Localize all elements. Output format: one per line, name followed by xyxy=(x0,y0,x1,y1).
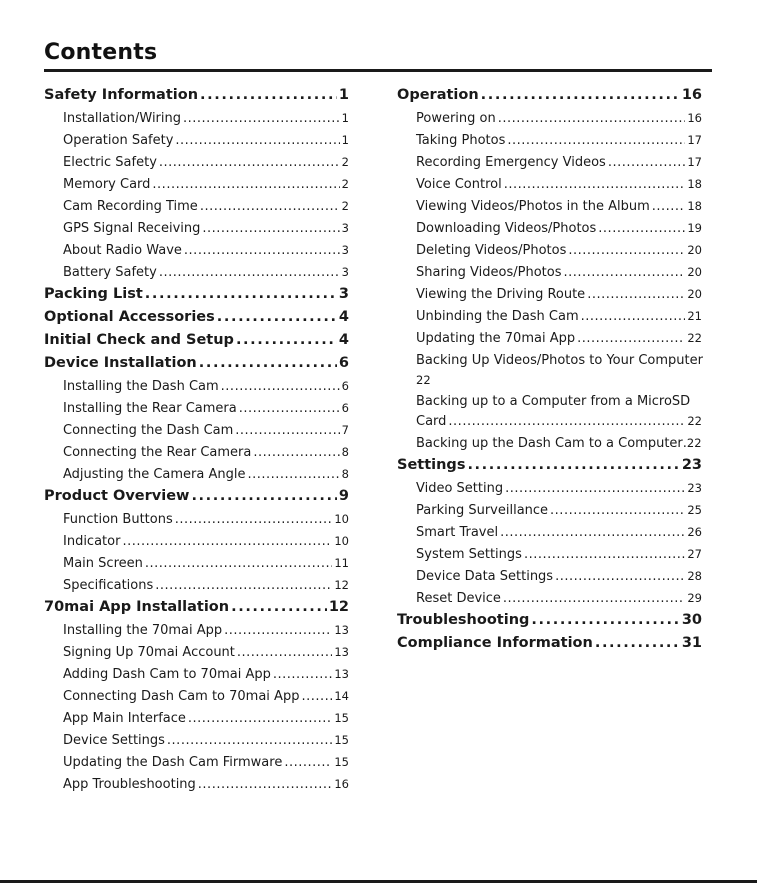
toc-entry-label: Installing the Rear Camera xyxy=(63,401,237,416)
toc-entry-label: Memory Card xyxy=(63,177,151,192)
toc-entry-viewing-videos-photos-in-the-album[interactable] xyxy=(397,195,702,217)
toc-left-column xyxy=(44,84,349,795)
page-title: Contents xyxy=(44,40,158,65)
toc-entry-label: Viewing the Driving Route xyxy=(416,287,586,302)
toc-entry-backing-up-the-dash-cam-to-a-computer[interactable] xyxy=(397,432,702,454)
toc-entry-label: Main Screen xyxy=(63,556,143,571)
toc-page-number: 3 xyxy=(341,265,349,279)
dot-leader xyxy=(652,196,686,218)
dot-leader xyxy=(231,596,327,619)
toc-entry-label: Installation/Wiring xyxy=(63,111,182,126)
dot-leader xyxy=(284,752,332,774)
toc-entry-label: Connecting the Dash Cam xyxy=(63,423,234,438)
toc-page-number: 19 xyxy=(687,221,702,235)
toc-entry-adding-dash-cam-to-70mai-app[interactable] xyxy=(44,663,349,685)
dot-leader xyxy=(200,196,340,218)
toc-entry-installing-the-dash-cam[interactable] xyxy=(44,375,349,397)
dot-leader xyxy=(239,398,340,420)
dot-leader xyxy=(467,454,679,477)
dot-leader xyxy=(235,420,339,442)
toc-section-device-installation[interactable] xyxy=(44,352,349,375)
dot-leader xyxy=(122,531,332,553)
toc-entry-label: Connecting the Rear Camera xyxy=(63,445,252,460)
toc-page-number: 2 xyxy=(341,177,349,191)
toc-entry-app-troubleshooting[interactable] xyxy=(44,773,349,795)
toc-entry-label: Backing up the Dash Cam to a Computer xyxy=(416,436,683,451)
toc-section-optional-accessories[interactable] xyxy=(44,306,349,329)
toc-entry-label: Adding Dash Cam to 70mai App xyxy=(63,667,271,682)
toc-page-number: 9 xyxy=(338,488,349,504)
toc-page-number: 23 xyxy=(687,481,702,495)
toc-entry-connecting-dash-cam-to-70mai-app[interactable] xyxy=(44,685,349,707)
toc-page-number: 22 xyxy=(687,414,702,428)
toc-entry-unbinding-the-dash-cam[interactable] xyxy=(397,305,702,327)
toc-entry-function-buttons[interactable] xyxy=(44,508,349,530)
toc-page-number: 26 xyxy=(687,525,702,539)
toc-entry-label: Function Buttons xyxy=(63,512,173,527)
toc-entry-device-data-settings[interactable] xyxy=(397,565,702,587)
toc-entry-gps-signal-receiving[interactable] xyxy=(44,217,349,239)
toc-entry-label: Updating the Dash Cam Firmware xyxy=(63,755,283,770)
toc-page-number: 30 xyxy=(681,612,702,628)
toc-page-number: 2 xyxy=(341,155,349,169)
toc-entry-specifications[interactable] xyxy=(44,574,349,596)
title-underline xyxy=(44,69,712,72)
toc-section-troubleshooting[interactable] xyxy=(397,609,702,632)
toc-entry-indicator[interactable] xyxy=(44,530,349,552)
toc-page-number: 6 xyxy=(341,401,349,415)
dot-leader xyxy=(224,620,332,642)
toc-page-number: 20 xyxy=(687,243,702,257)
toc-entry-label: Taking Photos xyxy=(416,133,506,148)
toc-page-number: 3 xyxy=(341,243,349,257)
toc-entry-label: Electric Safety xyxy=(63,155,157,170)
toc-entry-label: Installing the Dash Cam xyxy=(63,379,219,394)
toc-entry-powering-on[interactable] xyxy=(397,107,702,129)
toc-entry-label: Deleting Videos/Photos xyxy=(416,243,567,258)
toc-section-safety-information[interactable] xyxy=(44,84,349,107)
dot-leader xyxy=(183,108,340,130)
toc-page-number: 16 xyxy=(681,87,702,103)
toc-entry-label: Backing Up Videos/Photos to Your Computer xyxy=(416,353,703,368)
toc-entry-label: GPS Signal Receiving xyxy=(63,221,201,236)
toc-entry-label: App Main Interface xyxy=(63,711,186,726)
dot-leader xyxy=(448,412,685,432)
toc-section-label: Operation xyxy=(397,87,479,103)
toc-entry-label: Signing Up 70mai Account xyxy=(63,645,235,660)
toc-section-initial-check-and-setup[interactable] xyxy=(44,329,349,352)
toc-entry-label: Updating the 70mai App xyxy=(416,331,576,346)
toc-entry-label: Specifications xyxy=(63,578,154,593)
toc-page-number: 23 xyxy=(681,457,702,473)
toc-entry-label: Downloading Videos/Photos xyxy=(416,221,597,236)
dot-leader xyxy=(504,174,686,196)
dot-leader xyxy=(236,329,337,352)
dot-leader xyxy=(175,509,333,531)
dot-leader xyxy=(175,130,339,152)
toc-entry-adjusting-the-camera-angle[interactable] xyxy=(44,463,349,485)
toc-page-number: 20 xyxy=(687,287,702,301)
toc-entry-reset-device[interactable] xyxy=(397,587,702,609)
dot-leader xyxy=(531,609,679,632)
toc-entry-downloading-videos-photos[interactable] xyxy=(397,217,702,239)
dot-leader xyxy=(198,774,333,796)
toc-entry-battery-safety[interactable] xyxy=(44,261,349,283)
toc-page-number: 16 xyxy=(687,111,702,125)
toc-section-label: Packing List xyxy=(44,286,143,302)
toc-page-number: 22 xyxy=(686,436,702,450)
toc-section-product-overview[interactable] xyxy=(44,485,349,508)
toc-page-number: 6 xyxy=(341,379,349,393)
dot-leader xyxy=(598,218,685,240)
toc-entry-backing-up-videos-photos-to-your-computer[interactable] xyxy=(397,352,702,390)
dot-leader xyxy=(555,566,685,588)
toc-section-label: Device Installation xyxy=(44,355,197,371)
toc-section-70mai-app-installation[interactable] xyxy=(44,596,349,619)
toc-page-number: 10 xyxy=(334,512,349,526)
toc-page-number: 2 xyxy=(341,199,349,213)
toc-entry-label: Reset Device xyxy=(416,591,501,606)
dot-leader xyxy=(184,240,340,262)
toc-page-number: 22 xyxy=(416,373,431,387)
toc-entry-operation-safety[interactable] xyxy=(44,129,349,151)
dot-leader xyxy=(167,730,332,752)
dot-leader xyxy=(221,376,340,398)
dot-leader xyxy=(481,84,680,107)
dot-leader xyxy=(145,283,337,306)
dot-leader xyxy=(507,130,685,152)
dot-leader xyxy=(500,522,685,544)
toc-page-number: 1 xyxy=(341,133,349,147)
toc-section-label: Initial Check and Setup xyxy=(44,332,234,348)
toc-entry-memory-card[interactable] xyxy=(44,173,349,195)
toc-section-label: Settings xyxy=(397,457,466,473)
dot-leader xyxy=(608,152,686,174)
toc-entry-label: Viewing Videos/Photos in the Album xyxy=(416,199,650,214)
dot-leader xyxy=(563,262,685,284)
dot-leader xyxy=(159,152,340,174)
toc-entry-label: Indicator xyxy=(63,534,121,549)
dot-leader xyxy=(505,478,685,500)
toc-entry-sharing-videos-photos[interactable] xyxy=(397,261,702,283)
toc-section-label: Safety Information xyxy=(44,87,199,103)
dot-leader xyxy=(200,84,337,107)
toc-entry-label: App Troubleshooting xyxy=(63,777,196,792)
toc-entry-signing-up-70mai-account[interactable] xyxy=(44,641,349,663)
toc-section-compliance-information[interactable] xyxy=(397,632,702,655)
toc-right-column xyxy=(397,84,702,655)
toc-entry-label: Powering on xyxy=(416,111,496,126)
toc-entry-label: Device Data Settings xyxy=(416,569,554,584)
toc-entry-installing-the-70mai-app[interactable] xyxy=(44,619,349,641)
dot-leader xyxy=(217,306,337,329)
toc-section-label: Compliance Information xyxy=(397,635,593,651)
dot-leader xyxy=(577,328,685,350)
toc-page-number: 1 xyxy=(338,87,349,103)
toc-entry-label: Voice Control xyxy=(416,177,502,192)
toc-page-number: 28 xyxy=(687,569,702,583)
toc-entry-label: About Radio Wave xyxy=(63,243,182,258)
toc-page-number: 13 xyxy=(334,645,349,659)
toc-page-number: 14 xyxy=(334,689,349,703)
dot-leader xyxy=(152,174,339,196)
toc-entry-backing-up-to-a-computer-from-a-microsd[interactable] xyxy=(397,393,702,431)
dot-leader xyxy=(503,588,685,610)
toc-page-number: 20 xyxy=(687,265,702,279)
toc-entry-connecting-the-dash-cam[interactable] xyxy=(44,419,349,441)
toc-entry-installing-the-rear-camera[interactable] xyxy=(44,397,349,419)
toc-entry-label: Device Settings xyxy=(63,733,165,748)
dot-leader xyxy=(581,306,686,328)
toc-entry-updating-the-70mai-app[interactable] xyxy=(397,327,702,349)
toc-page-number: 8 xyxy=(341,467,349,481)
toc-entry-label: System Settings xyxy=(416,547,522,562)
toc-page-number: 8 xyxy=(341,445,349,459)
toc-section-label: Troubleshooting xyxy=(397,612,530,628)
toc-entry-viewing-the-driving-route[interactable] xyxy=(397,283,702,305)
dot-leader xyxy=(273,664,332,686)
toc-entry-connecting-the-rear-camera[interactable] xyxy=(44,441,349,463)
toc-entry-recording-emergency-videos[interactable] xyxy=(397,151,702,173)
toc-entry-label: Battery Safety xyxy=(63,265,157,280)
toc-page-number: 15 xyxy=(334,755,349,769)
toc-page-number: 18 xyxy=(687,199,702,213)
toc-page-number: 16 xyxy=(334,777,349,791)
toc-entry-app-main-interface[interactable] xyxy=(44,707,349,729)
toc-page-number: 17 xyxy=(687,133,702,147)
toc-page-number: 3 xyxy=(341,221,349,235)
toc-section-settings[interactable] xyxy=(397,454,702,477)
toc-page-number: 31 xyxy=(681,635,702,651)
dot-leader xyxy=(587,284,685,306)
dot-leader xyxy=(253,442,339,464)
toc-section-label: Optional Accessories xyxy=(44,309,215,325)
dot-leader xyxy=(159,262,340,284)
toc-page-number: 29 xyxy=(687,591,702,605)
toc-page-number: 15 xyxy=(334,711,349,725)
toc-entry-label: Adjusting the Camera Angle xyxy=(63,467,246,482)
toc-page-number: 12 xyxy=(328,599,349,615)
toc-entry-cam-recording-time[interactable] xyxy=(44,195,349,217)
toc-entry-label: Operation Safety xyxy=(63,133,174,148)
toc-entry-voice-control[interactable] xyxy=(397,173,702,195)
toc-entry-label: Unbinding the Dash Cam xyxy=(416,309,579,324)
dot-leader xyxy=(524,544,685,566)
toc-entry-label: Video Setting xyxy=(416,481,504,496)
toc-entry-label: Connecting Dash Cam to 70mai App xyxy=(63,689,300,704)
toc-page-number: 21 xyxy=(687,309,702,323)
toc-page-number: 22 xyxy=(687,331,702,345)
toc-section-label: 70mai App Installation xyxy=(44,599,230,615)
toc-entry-label: Smart Travel xyxy=(416,525,499,540)
toc-page-number: 15 xyxy=(334,733,349,747)
dot-leader xyxy=(568,240,685,262)
toc-entry-deleting-videos-photos[interactable] xyxy=(397,239,702,261)
dot-leader xyxy=(199,352,337,375)
toc-page-number: 10 xyxy=(334,534,349,548)
toc-section-packing-list[interactable] xyxy=(44,283,349,306)
dot-leader xyxy=(155,575,332,597)
toc-page-number: 17 xyxy=(687,155,702,169)
toc-page-number: 13 xyxy=(334,667,349,681)
toc-entry-label: Sharing Videos/Photos xyxy=(416,265,562,280)
toc-page-number: 1 xyxy=(341,111,349,125)
toc-entry-label: Backing up to a Computer from a MicroSD xyxy=(416,394,691,409)
toc-page-number: 7 xyxy=(341,423,349,437)
toc-entry-taking-photos[interactable] xyxy=(397,129,702,151)
toc-section-operation[interactable] xyxy=(397,84,702,107)
toc-entry-parking-surveillance[interactable] xyxy=(397,499,702,521)
toc-section-label: Product Overview xyxy=(44,488,190,504)
toc-entry-system-settings[interactable] xyxy=(397,543,702,565)
toc-entry-installation-wiring[interactable] xyxy=(44,107,349,129)
dot-leader xyxy=(188,708,332,730)
toc-entry-about-radio-wave[interactable] xyxy=(44,239,349,261)
toc-entry-label: Cam Recording Time xyxy=(63,199,198,214)
toc-entry-label: Installing the 70mai App xyxy=(63,623,223,638)
dot-leader xyxy=(498,108,686,130)
toc-entry-main-screen[interactable] xyxy=(44,552,349,574)
dot-leader xyxy=(191,485,336,508)
toc-entry-updating-the-dash-cam-firmware[interactable] xyxy=(44,751,349,773)
dot-leader xyxy=(247,464,339,486)
toc-page-number: 3 xyxy=(338,286,349,302)
toc-page-number: 6 xyxy=(338,355,349,371)
dot-leader xyxy=(237,642,332,664)
dot-leader xyxy=(595,632,680,655)
toc-page-number: 27 xyxy=(687,547,702,561)
toc-entry-video-setting[interactable] xyxy=(397,477,702,499)
toc-page-number: 18 xyxy=(687,177,702,191)
toc-entry-device-settings[interactable] xyxy=(44,729,349,751)
dot-leader xyxy=(145,553,332,575)
toc-entry-electric-safety[interactable] xyxy=(44,151,349,173)
toc-page-number: 11 xyxy=(334,556,349,570)
toc-page-number: 12 xyxy=(334,578,349,592)
toc-entry-label: Parking Surveillance xyxy=(416,503,549,518)
toc-entry-smart-travel[interactable] xyxy=(397,521,702,543)
dot-leader: . xyxy=(682,436,687,451)
toc-page-number: 4 xyxy=(338,309,349,325)
toc-entry-label-continued: Card xyxy=(416,414,447,429)
toc-page-number: 13 xyxy=(334,623,349,637)
toc-page-number: 4 xyxy=(338,332,349,348)
dot-leader xyxy=(550,500,685,522)
toc-page-number: 25 xyxy=(687,503,702,517)
dot-leader xyxy=(202,218,339,240)
dot-leader xyxy=(301,686,332,708)
toc-entry-label: Recording Emergency Videos xyxy=(416,155,606,170)
